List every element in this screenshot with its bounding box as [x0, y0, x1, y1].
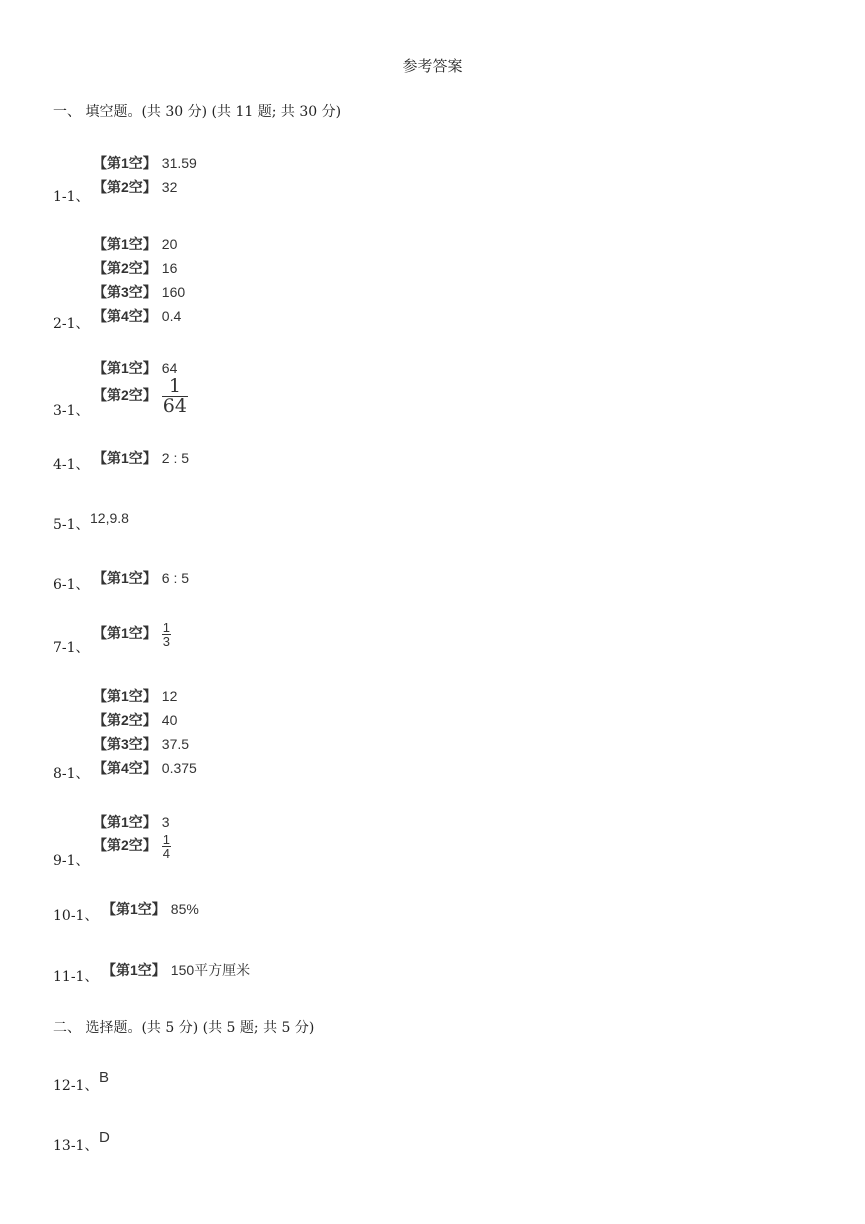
- blank-label: 【第1空】: [93, 570, 157, 586]
- blank-label: 【第1空】: [93, 360, 157, 376]
- answer-value: 2 : 5: [161, 450, 190, 466]
- answer-item: [93, 260, 177, 276]
- question-number: 11-1、: [53, 969, 99, 985]
- answer-item: [99, 1130, 110, 1146]
- blank-label: 【第4空】: [93, 760, 157, 776]
- blank-label: 【第3空】: [93, 736, 157, 752]
- answer-item: [93, 736, 189, 752]
- answer-item: [93, 621, 171, 648]
- question-number: 10-1、: [53, 908, 99, 924]
- answer-item: [93, 570, 189, 586]
- fraction-numerator: 1: [162, 832, 171, 847]
- blank-label: 【第4空】: [93, 308, 157, 324]
- answer-value: 6 : 5: [161, 570, 190, 586]
- answer-value: 31.59: [161, 155, 197, 171]
- answer-item: [93, 179, 177, 195]
- answer-value: 160: [161, 284, 186, 300]
- answer-value: 85%: [170, 901, 199, 917]
- fraction: [162, 377, 188, 416]
- blank-label: 【第1空】: [93, 236, 157, 252]
- answer-item: [93, 284, 185, 300]
- answer-item: [93, 814, 170, 830]
- answer-item: [93, 155, 197, 171]
- answer-value: 3: [161, 814, 170, 830]
- answer-value: 32: [161, 179, 178, 195]
- answer-item: [93, 688, 177, 704]
- answer-item: [102, 962, 250, 978]
- answer-value: B: [99, 1069, 110, 1086]
- blank-label: 【第2空】: [93, 179, 157, 195]
- blank-label: 【第1空】: [93, 625, 157, 642]
- fraction: [162, 621, 171, 648]
- answer-item: [102, 901, 199, 917]
- question-number: 5-1、: [53, 517, 90, 533]
- answer-item: [90, 510, 129, 526]
- question-number: 1-1、: [53, 189, 90, 205]
- blank-label: 【第2空】: [93, 260, 157, 276]
- question-number: 2-1、: [53, 316, 90, 332]
- fraction-numerator: 1: [168, 375, 181, 397]
- fraction-denominator: 4: [162, 846, 171, 861]
- answer-item: [93, 308, 181, 324]
- answer-value: 16: [161, 260, 178, 276]
- answer-value: 64: [161, 360, 178, 376]
- question-number: 4-1、: [53, 457, 90, 473]
- answer-item: [93, 360, 177, 376]
- answer-value: 37.5: [161, 736, 190, 752]
- blank-label: 【第2空】: [93, 837, 157, 854]
- question-number: 9-1、: [53, 853, 90, 869]
- answer-item: [93, 760, 197, 776]
- answer-value: 12,9.8: [90, 510, 129, 526]
- fraction-numerator: 1: [162, 620, 171, 635]
- answer-item: [93, 712, 177, 728]
- answer-value: 0.4: [161, 308, 182, 324]
- blank-label: 【第1空】: [93, 814, 157, 830]
- page-title: 参考答案: [402, 57, 463, 75]
- blank-label: 【第1空】: [102, 901, 166, 917]
- blank-label: 【第1空】: [93, 688, 157, 704]
- section-heading-fill-blank: 一、 填空题。(共 30 分) (共 11 题; 共 30 分): [53, 104, 342, 120]
- answer-value: 20: [161, 236, 178, 252]
- blank-label: 【第1空】: [93, 450, 157, 466]
- fraction-denominator: 3: [162, 634, 171, 649]
- answer-value: 40: [161, 712, 178, 728]
- question-number: 3-1、: [53, 403, 90, 419]
- question-number: 13-1、: [53, 1138, 99, 1154]
- answer-item: [93, 377, 188, 416]
- answer-item: [93, 833, 171, 860]
- answer-item: [93, 450, 189, 466]
- question-number: 8-1、: [53, 766, 90, 782]
- question-number: 7-1、: [53, 640, 90, 656]
- answer-value: D: [99, 1129, 110, 1146]
- answer-item: [93, 236, 177, 252]
- answer-value: 0.375: [161, 760, 197, 776]
- blank-label: 【第1空】: [102, 962, 166, 978]
- blank-label: 【第2空】: [93, 712, 157, 728]
- blank-label: 【第1空】: [93, 155, 157, 171]
- section-heading-multiple-choice: 二、 选择题。(共 5 分) (共 5 题; 共 5 分): [53, 1020, 315, 1036]
- blank-label: 【第3空】: [93, 284, 157, 300]
- question-number: 12-1、: [53, 1078, 99, 1094]
- fraction-denominator: 64: [162, 395, 187, 417]
- answer-value: 150平方厘米: [170, 962, 251, 978]
- answer-value: 12: [161, 688, 178, 704]
- blank-label: 【第2空】: [93, 387, 157, 404]
- question-number: 6-1、: [53, 577, 90, 593]
- answer-item: [99, 1070, 109, 1086]
- fraction: [162, 833, 171, 860]
